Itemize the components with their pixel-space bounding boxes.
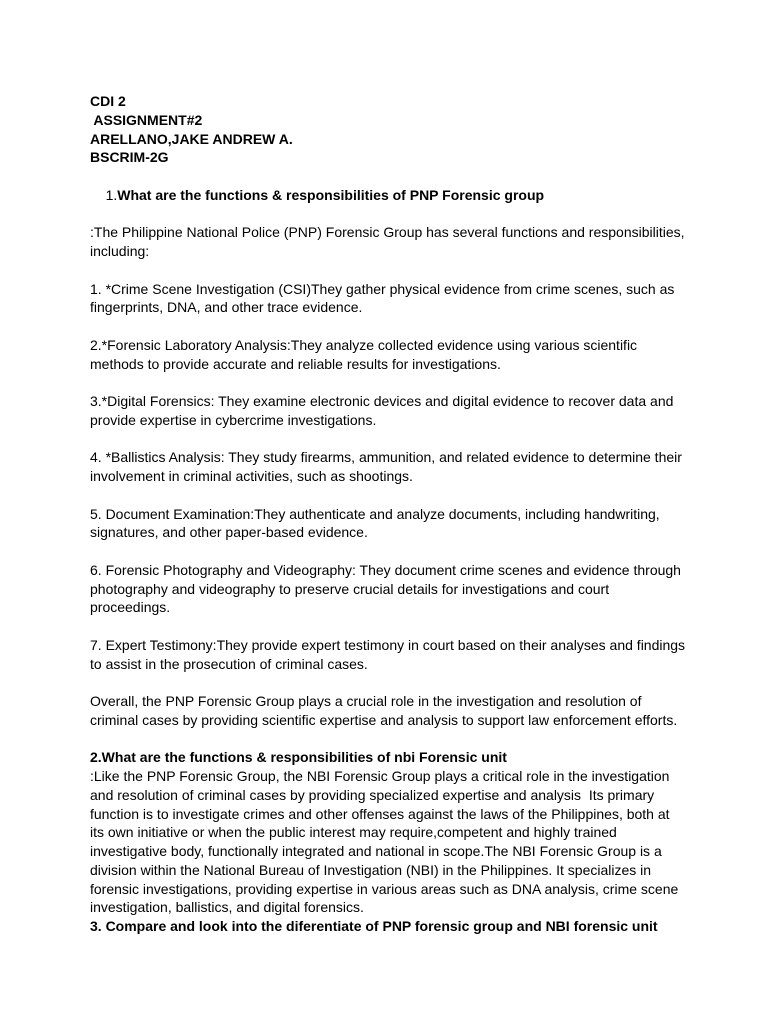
question-2-heading: 2.What are the functions & responsibilities of nbi Forensic unit <box>90 749 507 766</box>
answer-line: forensic investigations, providing expertise in various areas such as DNA analysis, crime scene <box>90 880 679 897</box>
question-1-intro-line: including: <box>90 243 150 259</box>
question-1-text: What are the functions & responsibilities of PNP Forensic group <box>117 186 545 203</box>
list-item-line: involvement in criminal activities, such as shootings. <box>90 468 413 484</box>
list-item-line: 3.*Digital Forensics: They examine electronic devices and digital evidence to recover data and <box>90 393 674 409</box>
answer-line: investigative body, functionally integrated and national in scope.The NBI Forensic Group is a <box>90 843 662 859</box>
question-1-item-3 <box>90 392 690 430</box>
list-item-line: 7. Expert Testimony:They provide expert testimony in court based on their analyses and findings <box>90 636 686 653</box>
list-item-line: to assist in the prosecution of criminal cases. <box>90 655 368 672</box>
answer-line: :Like the PNP Forensic Group, the NBI Forensic Group plays a critical role in the investigation <box>90 768 670 784</box>
student-name: ARELLANO,JAKE ANDREW A. <box>90 130 293 147</box>
question-1-number: 1. <box>105 186 118 203</box>
list-item-line: provide expertise in cybercrime investigations. <box>90 411 377 428</box>
document-header <box>90 92 690 167</box>
question-1-item-6 <box>90 561 690 617</box>
course-code: CDI 2 <box>90 93 126 109</box>
answer-line: and resolution of criminal cases by providing specialized expertise and analysis Its primary <box>90 786 655 803</box>
question-1-heading <box>90 167 690 223</box>
list-item-line: 1. *Crime Scene Investigation (CSI)They gather physical evidence from crime scenes, such as <box>90 280 675 297</box>
question-1-item-7 <box>90 636 690 674</box>
list-item-line: 5. Document Examination:They authenticate and analyze documents, including handwriting, <box>90 505 660 522</box>
answer-line: function is to investigate crimes and other offenses against the laws of the Philippines, both at <box>90 805 670 822</box>
question-1-item-4 <box>90 448 690 486</box>
list-item-line: signatures, and other paper-based evidence. <box>90 524 368 541</box>
question-1-item-2 <box>90 336 690 374</box>
question-1-intro-line: :The Philippine National Police (PNP) Forensic Group has several functions and responsibilities, <box>90 224 685 241</box>
question-1-item-5 <box>90 505 690 543</box>
question-3-heading: 3. Compare and look into the diferentiate of PNP forensic group and NBI forensic unit <box>90 918 658 934</box>
question-1-item-1 <box>90 280 690 318</box>
list-item-line: proceedings. <box>90 599 171 616</box>
answer-line: investigation, ballistics, and digital forensics. <box>90 899 364 916</box>
list-item-line: 6. Forensic Photography and Videography: They document crime scenes and evidence through <box>90 561 681 578</box>
list-item-line: 2.*Forensic Laboratory Analysis:They analyze collected evidence using various scientific <box>90 336 638 353</box>
list-item-line: fingerprints, DNA, and other trace evidence. <box>90 299 363 316</box>
document-page <box>90 92 690 936</box>
summary-line: Overall, the PNP Forensic Group plays a crucial role in the investigation and resolution of <box>90 693 642 709</box>
question-1-summary <box>90 692 690 730</box>
question-2-answer <box>90 767 690 917</box>
answer-line: its own initiative or when the public interest may require,competent and highly trained <box>90 824 617 841</box>
answer-line: division within the National Bureau of Investigation (NBI) in the Philippines. It specializes in <box>90 861 652 878</box>
question-1-intro <box>90 223 690 261</box>
assignment-title: ASSIGNMENT#2 <box>90 111 203 128</box>
list-item-line: 4. *Ballistics Analysis: They study firearms, ammunition, and related evidence to determine their <box>90 449 682 466</box>
list-item-line: methods to provide accurate and reliable results for investigations. <box>90 355 501 372</box>
list-item-line: photography and videography to preserve crucial details for investigations and court <box>90 580 610 597</box>
student-section: BSCRIM-2G <box>90 149 169 166</box>
summary-line: criminal cases by providing scientific expertise and analysis to support law enforcement efforts. <box>90 711 678 728</box>
